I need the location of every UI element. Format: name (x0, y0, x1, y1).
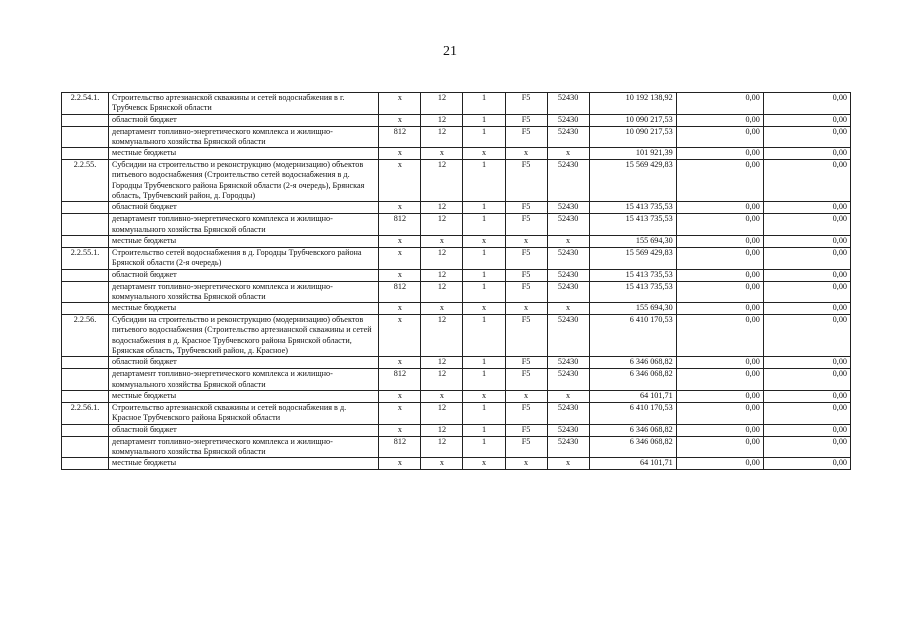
cell-grbs: x (379, 93, 421, 115)
cell-grbs: x (379, 458, 421, 470)
cell-subprogram: F5 (505, 126, 547, 148)
row-name: департамент топливно-энергетического комплекса и жилищно-коммунального хозяйства Брянской области (109, 214, 379, 236)
cell-program: x (463, 390, 505, 402)
cell-program: 1 (463, 114, 505, 126)
cell-amount-2: 0,00 (676, 369, 763, 391)
cell-section: 12 (421, 402, 463, 424)
cell-direction: 52430 (547, 315, 589, 357)
cell-grbs: x (379, 357, 421, 369)
cell-direction: 52430 (547, 93, 589, 115)
table-row (62, 436, 851, 458)
cell-section: 12 (421, 424, 463, 436)
cell-direction: x (547, 148, 589, 160)
row-name: областной бюджет (109, 424, 379, 436)
table-row (62, 458, 851, 470)
cell-program: x (463, 303, 505, 315)
cell-direction: 52430 (547, 214, 589, 236)
cell-amount-3: 0,00 (763, 424, 850, 436)
row-code (62, 148, 109, 160)
cell-grbs: 812 (379, 436, 421, 458)
cell-direction: x (547, 390, 589, 402)
cell-program: 1 (463, 357, 505, 369)
cell-amount-1: 6 346 068,82 (589, 357, 676, 369)
cell-program: 1 (463, 281, 505, 303)
cell-section: 12 (421, 269, 463, 281)
cell-amount-3: 0,00 (763, 126, 850, 148)
cell-grbs: x (379, 315, 421, 357)
cell-program: 1 (463, 436, 505, 458)
cell-grbs: x (379, 247, 421, 269)
cell-program: 1 (463, 93, 505, 115)
cell-section: 12 (421, 114, 463, 126)
cell-program: 1 (463, 247, 505, 269)
row-name: Субсидии на строительство и реконструкцию (модернизацию) объектов питьевого водоснабжения (Строительство артезианской скважины и сетей водоснабжения в д. Красное Трубчевского района Брянской области, Брянская область, Трубчевский район, д. Красное) (109, 315, 379, 357)
cell-grbs: x (379, 402, 421, 424)
cell-amount-2: 0,00 (676, 402, 763, 424)
cell-direction: 52430 (547, 160, 589, 202)
cell-amount-1: 10 192 138,92 (589, 93, 676, 115)
cell-amount-3: 0,00 (763, 315, 850, 357)
cell-amount-2: 0,00 (676, 315, 763, 357)
cell-program: 1 (463, 402, 505, 424)
cell-amount-1: 15 413 735,53 (589, 281, 676, 303)
cell-subprogram: F5 (505, 357, 547, 369)
cell-direction: 52430 (547, 281, 589, 303)
cell-grbs: x (379, 160, 421, 202)
cell-amount-3: 0,00 (763, 436, 850, 458)
cell-subprogram: x (505, 148, 547, 160)
cell-grbs: x (379, 269, 421, 281)
row-name: областной бюджет (109, 114, 379, 126)
table-row (62, 369, 851, 391)
table-row (62, 214, 851, 236)
cell-section: 12 (421, 160, 463, 202)
cell-subprogram: x (505, 390, 547, 402)
cell-amount-3: 0,00 (763, 281, 850, 303)
table-row (62, 202, 851, 214)
row-name: областной бюджет (109, 357, 379, 369)
cell-amount-1: 6 346 068,82 (589, 436, 676, 458)
cell-amount-3: 0,00 (763, 202, 850, 214)
row-name: местные бюджеты (109, 235, 379, 247)
cell-amount-3: 0,00 (763, 357, 850, 369)
cell-amount-2: 0,00 (676, 148, 763, 160)
row-name: местные бюджеты (109, 458, 379, 470)
cell-section: 12 (421, 126, 463, 148)
cell-subprogram: F5 (505, 214, 547, 236)
budget-table (61, 92, 851, 470)
table-row (62, 114, 851, 126)
cell-amount-3: 0,00 (763, 458, 850, 470)
row-name: местные бюджеты (109, 148, 379, 160)
cell-subprogram: F5 (505, 424, 547, 436)
cell-subprogram: F5 (505, 202, 547, 214)
cell-amount-1: 15 569 429,83 (589, 160, 676, 202)
cell-amount-2: 0,00 (676, 281, 763, 303)
cell-grbs: 812 (379, 281, 421, 303)
row-name: местные бюджеты (109, 390, 379, 402)
table-row (62, 424, 851, 436)
row-code: 2.2.56.1. (62, 402, 109, 424)
cell-grbs: x (379, 202, 421, 214)
table-row (62, 281, 851, 303)
cell-amount-3: 0,00 (763, 214, 850, 236)
row-name: департамент топливно-энергетического комплекса и жилищно-коммунального хозяйства Брянской области (109, 126, 379, 148)
cell-subprogram: x (505, 303, 547, 315)
cell-direction: x (547, 458, 589, 470)
cell-section: x (421, 458, 463, 470)
cell-program: 1 (463, 424, 505, 436)
cell-amount-3: 0,00 (763, 93, 850, 115)
cell-section: x (421, 148, 463, 160)
cell-subprogram: F5 (505, 315, 547, 357)
cell-amount-2: 0,00 (676, 114, 763, 126)
cell-section: 12 (421, 436, 463, 458)
cell-direction: 52430 (547, 436, 589, 458)
cell-amount-2: 0,00 (676, 214, 763, 236)
cell-direction: 52430 (547, 402, 589, 424)
cell-section: x (421, 303, 463, 315)
row-code (62, 281, 109, 303)
cell-amount-1: 15 569 429,83 (589, 247, 676, 269)
cell-section: x (421, 390, 463, 402)
cell-amount-3: 0,00 (763, 402, 850, 424)
table-row (62, 303, 851, 315)
row-code (62, 235, 109, 247)
cell-direction: 52430 (547, 269, 589, 281)
cell-amount-1: 101 921,39 (589, 148, 676, 160)
cell-program: 1 (463, 369, 505, 391)
table-row (62, 235, 851, 247)
cell-program: 1 (463, 315, 505, 357)
cell-program: x (463, 458, 505, 470)
row-code: 2.2.54.1. (62, 93, 109, 115)
cell-program: 1 (463, 214, 505, 236)
cell-section: 12 (421, 93, 463, 115)
table-row (62, 402, 851, 424)
cell-direction: 52430 (547, 114, 589, 126)
cell-amount-1: 6 346 068,82 (589, 424, 676, 436)
cell-amount-1: 15 413 735,53 (589, 202, 676, 214)
cell-amount-1: 6 410 170,53 (589, 402, 676, 424)
cell-grbs: 812 (379, 126, 421, 148)
cell-section: 12 (421, 369, 463, 391)
cell-amount-2: 0,00 (676, 202, 763, 214)
cell-amount-1: 64 101,71 (589, 390, 676, 402)
cell-subprogram: F5 (505, 402, 547, 424)
cell-amount-2: 0,00 (676, 247, 763, 269)
cell-amount-3: 0,00 (763, 303, 850, 315)
cell-amount-2: 0,00 (676, 269, 763, 281)
row-code (62, 269, 109, 281)
cell-amount-2: 0,00 (676, 357, 763, 369)
cell-grbs: 812 (379, 369, 421, 391)
row-code: 2.2.56. (62, 315, 109, 357)
row-code (62, 458, 109, 470)
row-name: Строительство артезианской скважины и сетей водоснабжения в г. Трубчевск Брянской области (109, 93, 379, 115)
cell-amount-1: 10 090 217,53 (589, 114, 676, 126)
cell-grbs: x (379, 235, 421, 247)
cell-amount-3: 0,00 (763, 160, 850, 202)
row-name: департамент топливно-энергетического комплекса и жилищно-коммунального хозяйства Брянской области (109, 436, 379, 458)
cell-subprogram: F5 (505, 269, 547, 281)
row-code (62, 390, 109, 402)
cell-amount-1: 15 413 735,53 (589, 214, 676, 236)
cell-direction: x (547, 235, 589, 247)
cell-program: 1 (463, 160, 505, 202)
budget-table-body (62, 93, 851, 470)
table-row (62, 148, 851, 160)
cell-subprogram: F5 (505, 114, 547, 126)
cell-section: x (421, 235, 463, 247)
row-code (62, 357, 109, 369)
table-row (62, 126, 851, 148)
table-row (62, 269, 851, 281)
cell-amount-3: 0,00 (763, 269, 850, 281)
cell-amount-1: 64 101,71 (589, 458, 676, 470)
cell-direction: 52430 (547, 126, 589, 148)
row-name: Строительство артезианской скважины и сетей водоснабжения в д. Красное Трубчевского района Брянской области (109, 402, 379, 424)
row-code (62, 424, 109, 436)
row-code (62, 126, 109, 148)
cell-amount-1: 155 694,30 (589, 235, 676, 247)
table-row (62, 390, 851, 402)
row-code (62, 214, 109, 236)
cell-amount-2: 0,00 (676, 93, 763, 115)
cell-amount-3: 0,00 (763, 247, 850, 269)
cell-section: 12 (421, 357, 463, 369)
cell-amount-2: 0,00 (676, 160, 763, 202)
cell-amount-3: 0,00 (763, 148, 850, 160)
cell-amount-1: 6 410 170,53 (589, 315, 676, 357)
row-name: департамент топливно-энергетического комплекса и жилищно-коммунального хозяйства Брянской области (109, 369, 379, 391)
cell-amount-2: 0,00 (676, 390, 763, 402)
cell-direction: 52430 (547, 202, 589, 214)
row-code: 2.2.55. (62, 160, 109, 202)
table-row (62, 247, 851, 269)
cell-section: 12 (421, 247, 463, 269)
row-name: департамент топливно-энергетического комплекса и жилищно-коммунального хозяйства Брянской области (109, 281, 379, 303)
table-row (62, 93, 851, 115)
cell-direction: 52430 (547, 247, 589, 269)
cell-subprogram: F5 (505, 247, 547, 269)
cell-section: 12 (421, 214, 463, 236)
cell-subprogram: F5 (505, 160, 547, 202)
cell-amount-1: 10 090 217,53 (589, 126, 676, 148)
cell-subprogram: F5 (505, 436, 547, 458)
cell-amount-3: 0,00 (763, 390, 850, 402)
cell-subprogram: F5 (505, 281, 547, 303)
cell-amount-3: 0,00 (763, 114, 850, 126)
cell-direction: x (547, 303, 589, 315)
row-name: областной бюджет (109, 202, 379, 214)
cell-amount-2: 0,00 (676, 235, 763, 247)
cell-grbs: x (379, 148, 421, 160)
page-number: 21 (443, 44, 457, 59)
table-row (62, 357, 851, 369)
cell-section: 12 (421, 315, 463, 357)
cell-program: x (463, 235, 505, 247)
cell-amount-1: 155 694,30 (589, 303, 676, 315)
table-row (62, 160, 851, 202)
row-code (62, 436, 109, 458)
cell-amount-2: 0,00 (676, 424, 763, 436)
cell-amount-1: 6 346 068,82 (589, 369, 676, 391)
cell-amount-3: 0,00 (763, 235, 850, 247)
row-name: областной бюджет (109, 269, 379, 281)
cell-grbs: x (379, 424, 421, 436)
cell-amount-2: 0,00 (676, 436, 763, 458)
cell-amount-3: 0,00 (763, 369, 850, 391)
row-name: Строительство сетей водоснабжения в д. Городцы Трубчевского района Брянской области (2-я очередь) (109, 247, 379, 269)
cell-grbs: 812 (379, 214, 421, 236)
cell-program: 1 (463, 202, 505, 214)
cell-direction: 52430 (547, 424, 589, 436)
cell-subprogram: x (505, 458, 547, 470)
cell-program: x (463, 148, 505, 160)
row-code (62, 369, 109, 391)
cell-direction: 52430 (547, 369, 589, 391)
cell-section: 12 (421, 281, 463, 303)
cell-subprogram: F5 (505, 369, 547, 391)
cell-section: 12 (421, 202, 463, 214)
row-code (62, 114, 109, 126)
cell-program: 1 (463, 269, 505, 281)
cell-amount-2: 0,00 (676, 458, 763, 470)
row-name: Субсидии на строительство и реконструкцию (модернизацию) объектов питьевого водоснабжения (Строительство сетей водоснабжения в д. Городцы Трубчевского района Брянской области (2-я очередь), Брянская область, Трубчевский район, д. Городцы) (109, 160, 379, 202)
cell-amount-2: 0,00 (676, 126, 763, 148)
cell-direction: 52430 (547, 357, 589, 369)
cell-amount-1: 15 413 735,53 (589, 269, 676, 281)
row-code (62, 202, 109, 214)
cell-subprogram: x (505, 235, 547, 247)
cell-grbs: x (379, 114, 421, 126)
cell-subprogram: F5 (505, 93, 547, 115)
row-code: 2.2.55.1. (62, 247, 109, 269)
row-name: местные бюджеты (109, 303, 379, 315)
row-code (62, 303, 109, 315)
cell-program: 1 (463, 126, 505, 148)
cell-grbs: x (379, 303, 421, 315)
table-row (62, 315, 851, 357)
cell-grbs: x (379, 390, 421, 402)
cell-amount-2: 0,00 (676, 303, 763, 315)
